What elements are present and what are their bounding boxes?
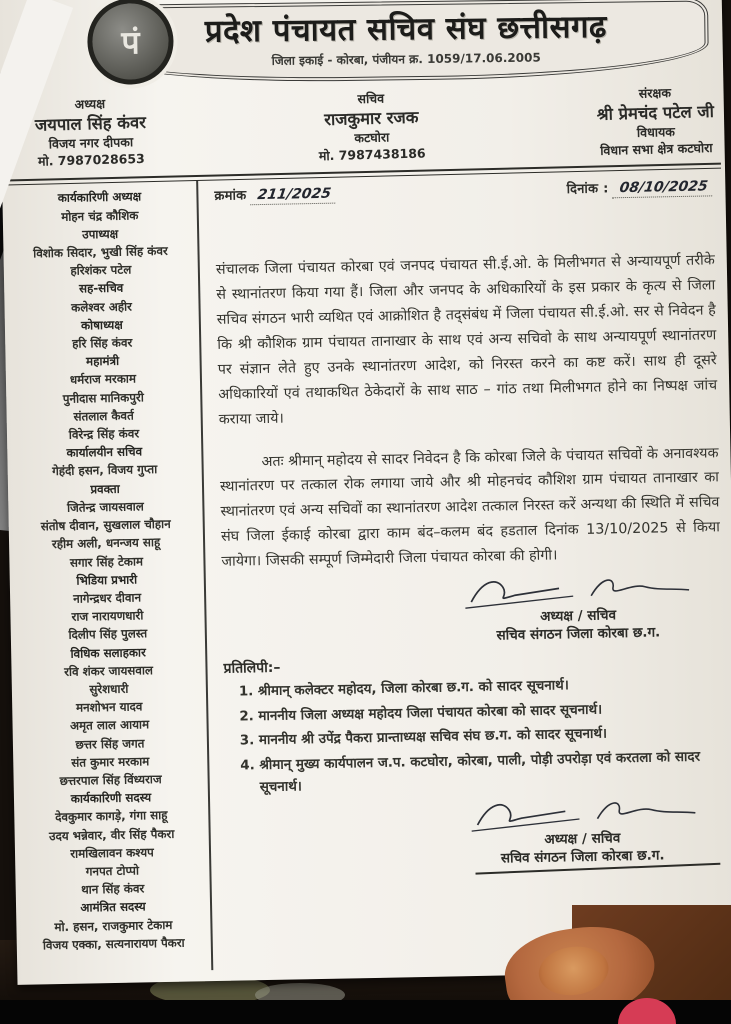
sidebar-member-name: गेहंदी हसन, विजय गुप्ता <box>52 462 158 479</box>
signatory-org: सचिव संगठन जिला कोरबा छ.ग. <box>496 624 661 644</box>
letterhead-banner <box>103 0 709 83</box>
copy-recipient-item: 2. माननीय जिला अध्यक्ष महोदय जिला पंचायत कोरबा को सादर सूचनार्थ। <box>258 697 723 728</box>
thumb-nail <box>536 942 612 999</box>
meta-row <box>214 177 713 207</box>
sidebar-role-heading: उपाध्यक्ष <box>82 226 119 242</box>
officer-card <box>317 89 426 165</box>
officer-o-l3: मो. 7987028653 <box>37 150 145 169</box>
letter-body <box>198 171 731 971</box>
sidebar-member-name: मनशोभन यादव <box>75 699 143 715</box>
sidebar-member-name: कलेश्वर अहीर <box>71 299 133 315</box>
copy-recipient-item: 4. श्रीमान् मुख्य कार्यपालन ज.प. कटघोरा, कोरबा, पाली, पोड़ी उपरोड़ा एवं करतला को सादर सूचनार्थ। <box>259 746 725 798</box>
sidebar-member-name: देवकुमार कागड़े, गंगा साहू <box>55 808 168 825</box>
officer-o-title: सचिव <box>357 90 385 106</box>
officer-o-l3: विधान सभा क्षेत्र कटघोरा <box>599 139 713 158</box>
sidebar-member-name: राज नारायणधारी <box>71 608 144 624</box>
sidebar-member-name: गनपत टोप्पो <box>85 863 140 879</box>
officer-card <box>596 83 715 159</box>
date-field <box>566 177 713 200</box>
sidebar-member-name: मोहन चंद्र कौशिक <box>61 208 139 224</box>
sidebar-role-heading: भिडिया प्रभारी <box>76 572 138 588</box>
paragraph-1: संचालक जिला पंचायत कोरबा एवं जनपद पंचायत सी.ई.ओ. के मिलीभगत से अन्यायपूर्ण तरीके से स्थानांतरण किया गया हैं। जिला और जनपद के अधिकारियों के इस प्रकार के कृत्य से जिला सचिव संगठन भारी व्यथित एवं आक्रोशित है तद्संबंध में जिला पंचायत सी.ई.ओ. सर से निवेदन है कि श्री कौशिक ग्राम पंचायत तानाखार के साथ एवं अन्य सचिवो के साथ अन्यायपूर्ण स्थानांतरण पर संज्ञान लेते हुए उनके स्थानांतरण आदेश, को निरस्त करने का कष्ट करें। साथ ही दूसरे अधिकारियों एवं तथाकथित ठेकेदारों के साथ साठ – गांठ तथा मिलीभगत होने का निष्पक्ष जांच कराया जाये। <box>215 252 718 428</box>
sidebar-member-name: सगार सिंह टेकाम <box>69 553 144 570</box>
signature-block-1 <box>440 567 716 644</box>
officer-o-name: राजकुमार रजक <box>323 107 419 129</box>
serial-label: क्रमांक <box>214 188 247 205</box>
sidebar-member-name: संत कुमार मरकाम <box>71 754 150 770</box>
sidebar-member-name: रामखिलावन कश्यप <box>70 844 154 861</box>
signature-block-2 <box>444 793 720 873</box>
sidebar-role-heading: कार्यालयीन सचिव <box>66 444 143 461</box>
sidebar-role-heading: विधिक सलाहकार <box>70 644 146 661</box>
sidebar-member-name: विरेन्द्र सिंह कंवर <box>68 426 140 442</box>
sidebar-member-name: अमृत लाल आयाम <box>69 717 150 734</box>
sidebar-member-name: हरि सिंह कंवर <box>72 335 133 351</box>
officer-o-name: जयपाल सिंह कंवर <box>34 112 147 135</box>
sidebar-member-name: विशोक सिदार, भुखी सिंह कंवर <box>33 243 168 261</box>
officer-card <box>34 94 147 170</box>
office-bearers-sidebar <box>2 181 213 975</box>
serial-field <box>214 184 336 206</box>
copies-list <box>224 672 725 799</box>
sidebar-member-name: रहीम अली, धनन्जय साहू <box>51 535 161 552</box>
paragraph-2: अतः श्रीमान् महोदय से सादर निवेदन है कि कोरबा जिले के पंचायत सचिवों के अनावश्यक स्थानांतरण पर तत्काल रोक लगाया जाये और श्री मोहनचंद कौशिश ग्राम पंचायत तानाखार का स्थानांतरण एवं अन्य सचिवों का स्थानांतरण आदेश तत्काल निरस्त करें अन्यथा की स्थिति में सचिव संघ जिला ईकाई कोरबा द्वारा काम बंद–कलम बंद हडताल दिनांक 13/10/2025 से किया जायेगा। जिसकी सम्पूर्ण जिम्मेदारी जिला पंचायत कोरबा की होगी। <box>219 444 721 570</box>
signatory-title: अध्यक्ष / सचिव <box>539 607 617 625</box>
sidebar-role-heading: कार्यकारिणी अध्यक्ष <box>57 189 142 206</box>
sidebar-member-name: छत्तरपाल सिंह विंध्यराज <box>59 771 162 788</box>
officer-o-l2: विजय नगर दीपका <box>48 133 134 152</box>
officer-o-title: अध्यक्ष <box>74 95 106 112</box>
date-value: 08/10/2025 <box>612 179 715 199</box>
sidebar-role-heading: आमंत्रित सदस्य <box>80 899 146 915</box>
date-label: दिनांक : <box>566 181 609 198</box>
content-grid <box>2 171 731 975</box>
sidebar-member-name: उदय भन्नेवार, वीर सिंह पैकरा <box>48 826 175 843</box>
officer-o-title: संरक्षक <box>638 84 672 101</box>
sidebar-role-heading: प्रवक्ता <box>90 481 120 497</box>
serial-value: 211/2025 <box>250 186 338 206</box>
copies-section <box>223 649 725 799</box>
sidebar-member-name: जितेन्द्र जायसवाल <box>66 499 144 515</box>
sidebar-role-heading: महामंत्री <box>85 354 120 369</box>
officer-o-name: श्री प्रेमचंद पटेल जी <box>596 101 715 124</box>
sidebar-member-name: रवि शंकर जायसवाल <box>64 662 154 679</box>
sidebar-member-name: दिलीप सिंह पुलस्त <box>68 626 148 643</box>
sidebar-role-heading: कोषाध्यक्ष <box>80 317 123 333</box>
officer-o-l3: मो. 7987438186 <box>318 145 426 163</box>
sidebar-member-name: नागेन्द्रधर दीवान <box>73 590 142 606</box>
officers-row <box>0 74 725 177</box>
officer-o-l2: विधायक <box>636 123 675 140</box>
sidebar-member-name: हरिशंकर पटेल <box>70 262 132 278</box>
sidebar-member-name: मो. हसन, राजकुमार टेकाम <box>54 917 173 934</box>
signatory-title: अध्यक्ष / सचिव <box>544 830 621 849</box>
copy-recipient-item: 1. श्रीमान् कलेक्टर महोदय, जिला कोरबा छ.ग. को सादर सूचनार्थ। <box>258 672 723 703</box>
sidebar-member-name: विजय एक्का, सत्यनारायण पैकरा <box>42 935 185 953</box>
signatory-org: सचिव संगठन जिला कोरबा छ.ग. <box>500 847 665 867</box>
copies-heading: प्रतिलिपी:– <box>223 659 281 677</box>
org-subtitle: जिला इकाई - कोरबा, पंजीयन क्र. 1059/17.06.2005 <box>271 50 541 68</box>
sidebar-role-heading: सह-सचिव <box>78 281 124 296</box>
org-logo: पं <box>87 0 175 85</box>
org-name: प्रदेश पंचायत सचिव संघ छत्तीसगढ़ <box>204 8 608 50</box>
sidebar-member-name: पुनीदास मानिकपुरी <box>62 389 144 406</box>
copy-recipient-item: 3. माननीय श्री उपेंद्र पैकरा प्रान्ताध्यक्ष सचिव संघ छ.ग. को सादर सूचनार्थ। <box>259 722 724 753</box>
sidebar-role-heading: कार्यकारिणी सदस्य <box>70 790 152 806</box>
officer-o-l2: कटघोरा <box>354 129 390 146</box>
sidebar-member-name: सुरेशधारी <box>89 681 129 697</box>
sidebar-member-name: धर्मराज मरकाम <box>69 371 137 388</box>
sidebar-member-name: संतोष दीवान, सुखलाल चौहान <box>40 516 171 534</box>
sidebar-member-name: संतलाल कैवर्त <box>73 408 134 424</box>
sidebar-member-name: थान सिंह कंवर <box>81 881 145 897</box>
sidebar-member-name: छत्तर सिंह जगत <box>75 735 145 752</box>
